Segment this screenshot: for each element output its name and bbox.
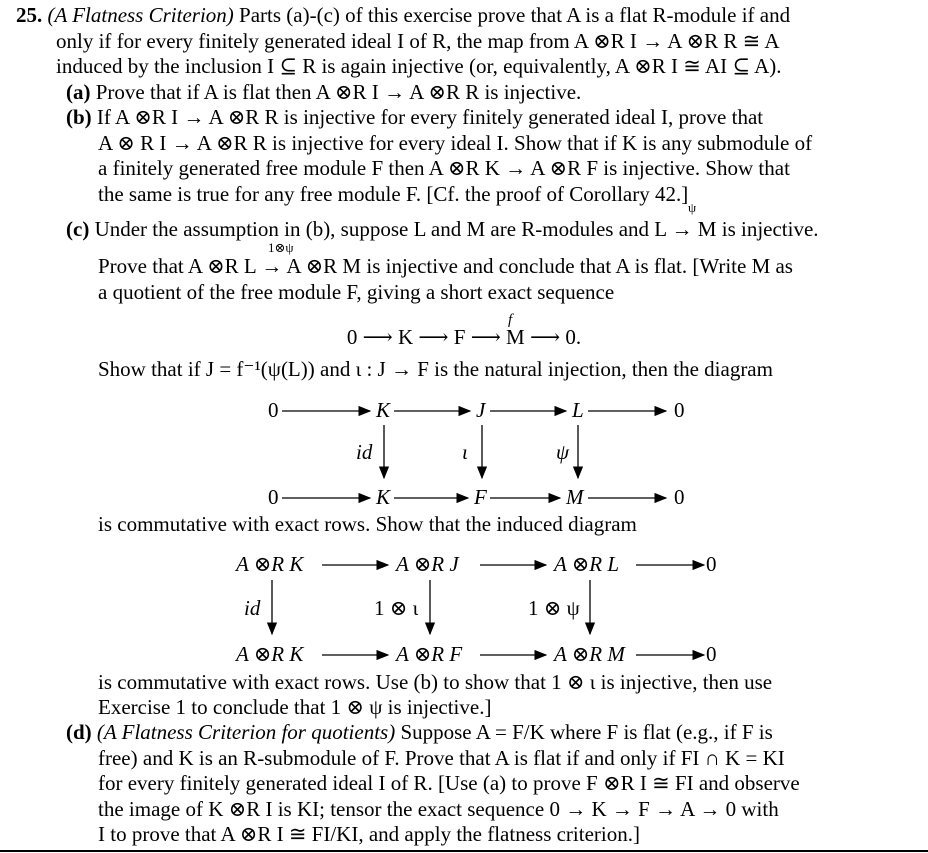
part-c-line-1: Under the assumption in (b), suppose L and M are R-modules and L → M is injective. [94, 217, 819, 241]
d1-top-L: L [572, 398, 584, 422]
part-c-line-2: Prove that A ⊗R L → A ⊗R M is injective and conclude that A is flat. [Write M as [98, 254, 793, 278]
bottom-rule [0, 850, 928, 852]
d1-bottom-end-0: 0 [674, 485, 685, 509]
part-d-line-2: free) and K is an R-submodule of F. Prove that A is flat if and only if FI ∩ K = KI [98, 746, 785, 770]
after-diagram-2-line-1: is commutative with exact rows. Use (b) to show that 1 ⊗ ι is injective, then use [98, 670, 773, 694]
d1-bottom-F: F [474, 485, 487, 509]
one-tensor-psi-arrow-label: 1⊗ψ [268, 240, 294, 255]
part-d-line-1: Suppose A = F/K where F is flat (e.g., if F is [400, 720, 773, 744]
part-d-line-3: for every finitely generated ideal I of R. [Use (a) to prove F ⊗R I ≅ FI and observe [98, 771, 800, 795]
d2-top-AL: A ⊗R L [554, 552, 620, 576]
part-b-line-3: a finitely generated free module F then A ⊗R K → A ⊗R F is injective. Show that [98, 156, 790, 180]
d2-top-AK: A ⊗R K [236, 552, 304, 576]
d1-top-end-0: 0 [674, 398, 685, 422]
d1-top-K: K [376, 398, 391, 422]
part-b-label: (b) [66, 105, 92, 129]
intro-line-2: only if for every finitely generated ideal I of R, the map from A ⊗R I → A ⊗R R ≅ A [56, 29, 780, 53]
after-diagram-2-line-2: Exercise 1 to conclude that 1 ⊗ ψ is injective.] [98, 695, 492, 719]
part-d [66, 720, 773, 745]
short-exact-sequence: 0 ⟶ K ⟶ F ⟶ M ⟶ 0. [346, 325, 582, 349]
part-b-line-1: If A ⊗R I → A ⊗R R is injective for every finitely generated ideal I, prove that [96, 105, 764, 129]
part-b-line-4: the same is true for any free module F. [Cf. the proof of Corollary 42.] [98, 182, 689, 206]
part-a-text: Prove that if A is flat then A ⊗R I → A ⊗R R is injective. [95, 80, 582, 104]
part-d-line-4: the image of K ⊗R I is KI; tensor the exact sequence 0 → K → F → A → 0 with [98, 797, 779, 821]
d2-bottom-AF: A ⊗R F [396, 642, 463, 666]
d1-vert-id: id [356, 440, 373, 464]
sequence-label-f: f [508, 312, 513, 328]
d2-top-end-0: 0 [706, 552, 717, 576]
intro-line-3: induced by the inclusion I ⊆ R is again injective (or, equivalently, A ⊗R I ≅ AI ⊆ A). [56, 54, 782, 78]
part-a-label: (a) [66, 80, 91, 104]
d1-vert-psi: ψ [556, 440, 570, 464]
part-c-label: (c) [66, 217, 90, 241]
d1-vert-iota: ι [462, 440, 468, 464]
d2-top-AJ: A ⊗R J [396, 552, 459, 576]
d1-bottom-M: M [566, 485, 584, 509]
psi-arrow-label: ψ [688, 200, 697, 215]
d1-top-0: 0 [268, 398, 279, 422]
d2-vert-id: id [244, 596, 261, 620]
part-d-label: (d) [66, 720, 92, 744]
d2-bottom-AK: A ⊗R K [236, 642, 304, 666]
d1-bottom-K: K [376, 485, 391, 509]
exercise-number: 25. [16, 3, 43, 27]
part-d-title: (A Flatness Criterion for quotients) [96, 720, 396, 744]
intro-line-1: Parts (a)-(c) of this exercise prove that A is a flat R-module if and [239, 3, 791, 27]
exercise-title: (A Flatness Criterion) [47, 3, 234, 27]
d2-bottom-end-0: 0 [706, 642, 717, 666]
after-diagram-1: is commutative with exact rows. Show that the induced diagram [98, 512, 637, 536]
d2-vert-1-iota: 1 ⊗ ι [374, 596, 419, 620]
d1-top-J: J [476, 398, 486, 422]
part-b-line-2: A ⊗ R I → A ⊗R R is injective for every ideal I. Show that if K is any submodule of [98, 131, 813, 155]
part-c-line-3: a quotient of the free module F, giving a short exact sequence [98, 280, 615, 304]
d2-bottom-AM: A ⊗R M [554, 642, 625, 666]
part-d-line-5: I to prove that A ⊗R I ≅ FI/KI, and apply the flatness criterion.] [98, 822, 640, 846]
show-line: Show that if J = f⁻¹(ψ(L)) and ι : J → F is the natural injection, then the diagram [98, 357, 773, 381]
d2-vert-1-psi: 1 ⊗ ψ [528, 596, 580, 620]
d1-bottom-0: 0 [268, 485, 279, 509]
